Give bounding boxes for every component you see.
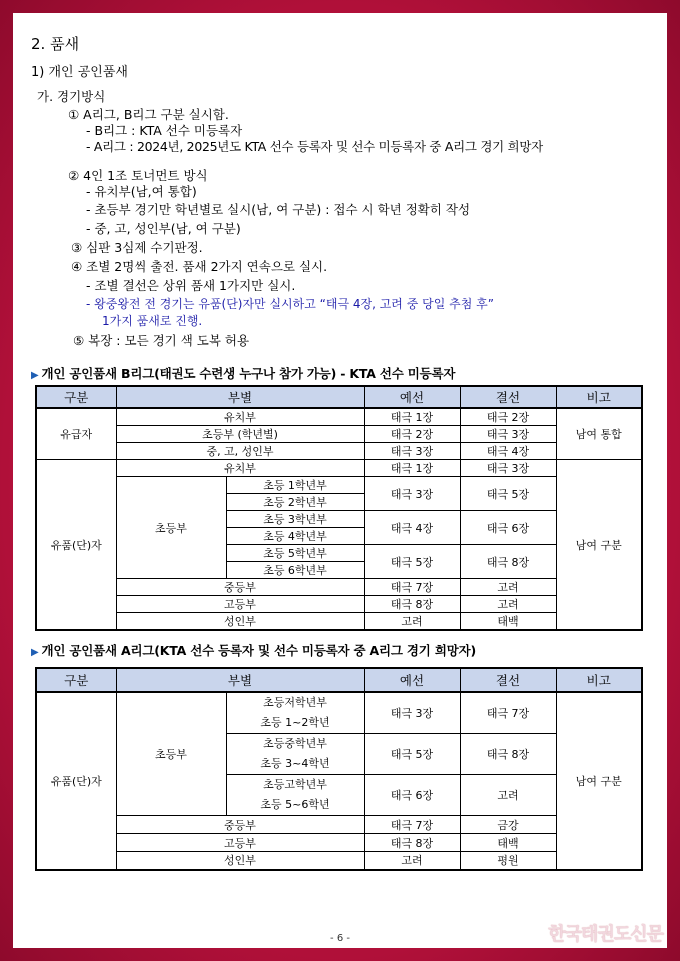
page-number: - 6 - xyxy=(330,933,350,944)
prelim-cell: 고려 xyxy=(364,613,460,631)
prelim-cell: 태극 3장 xyxy=(364,477,460,511)
division-cell: 중, 고, 성인부 xyxy=(116,443,364,460)
rule-3: ③ 심판 3심제 수기판정. xyxy=(71,240,203,255)
col-header: 비고 xyxy=(556,386,642,408)
final-cell: 태극 5장 xyxy=(460,477,556,511)
col-header: 부별 xyxy=(116,386,364,408)
grade-cell: 초등 1학년부 xyxy=(226,477,364,494)
rule-1: ① A리그, B리그 구분 실시함. xyxy=(68,107,229,122)
rule-2c: - 중, 고, 성인부(남, 여 구분) xyxy=(86,221,241,236)
group-cell: 유품(단)자 xyxy=(36,692,116,870)
rule-2: ② 4인 1조 토너먼트 방식 xyxy=(68,168,208,183)
division-cell: 유치부 xyxy=(116,408,364,426)
final-cell: 태백 xyxy=(460,613,556,631)
table-a xyxy=(35,667,643,871)
col-header: 비고 xyxy=(556,668,642,692)
final-cell: 고려 xyxy=(460,579,556,596)
grade-cell: 초등 3학년부 xyxy=(226,511,364,528)
table-b xyxy=(35,385,643,631)
subsection-heading: 1) 개인 공인품새 xyxy=(31,65,128,80)
division-cell: 초등부 xyxy=(116,477,226,579)
section-heading: 2. 품새 xyxy=(31,35,80,53)
grade-name: 초등고학년부 xyxy=(263,778,327,791)
col-header: 결선 xyxy=(460,386,556,408)
prelim-cell: 태극 8장 xyxy=(364,596,460,613)
triangle-bullet-icon: ▶ xyxy=(31,370,39,381)
grade-name: 초등저학년부 xyxy=(263,696,327,709)
final-cell: 태극 3장 xyxy=(460,460,556,477)
final-cell: 태백 xyxy=(460,834,556,852)
triangle-bullet-icon: ▶ xyxy=(31,647,39,658)
grade-cell xyxy=(226,775,364,816)
final-cell: 태극 8장 xyxy=(460,545,556,579)
final-cell: 태극 4장 xyxy=(460,443,556,460)
table-a-title-text: 개인 공인품새 A리그(KTA 선수 등록자 및 선수 미등록자 중 A리그 경기 희망자) xyxy=(41,643,476,658)
rule-2b: - 초등부 경기만 학년별로 실시(남, 여 구분) : 접수 시 학년 정확히 작성 xyxy=(86,202,471,217)
prelim-cell: 태극 7장 xyxy=(364,579,460,596)
note-cell: 남여 통합 xyxy=(556,408,642,460)
grade-name: 초등중학년부 xyxy=(263,737,327,750)
prelim-cell: 태극 3장 xyxy=(364,692,460,734)
prelim-cell: 태극 2장 xyxy=(364,426,460,443)
final-cell: 태극 7장 xyxy=(460,692,556,734)
col-header: 구분 xyxy=(36,668,116,692)
note-cell: 남여 구분 xyxy=(556,460,642,631)
rule-4b-cont: 1가지 품새로 진행. xyxy=(102,314,203,328)
group-cell: 유급자 xyxy=(36,408,116,460)
rule-1b: - A리그 : 2024년, 2025년도 KTA 선수 등록자 및 선수 미등록자 중 A리그 경기 희망자 xyxy=(86,139,543,154)
grade-cell: 초등 6학년부 xyxy=(226,562,364,579)
final-cell: 태극 8장 xyxy=(460,734,556,775)
final-cell: 태극 2장 xyxy=(460,408,556,426)
rule-5: ⑤ 복장 : 모든 경기 색 도복 허용 xyxy=(73,333,250,348)
division-cell: 고등부 xyxy=(116,834,364,852)
final-cell: 평원 xyxy=(460,852,556,870)
col-header: 결선 xyxy=(460,668,556,692)
prelim-cell: 태극 1장 xyxy=(364,460,460,477)
division-cell: 중등부 xyxy=(116,579,364,596)
col-header: 예선 xyxy=(364,668,460,692)
grade-range: 초등 1~2학년 xyxy=(260,716,330,729)
final-cell: 태극 3장 xyxy=(460,426,556,443)
grade-range: 초등 5~6학년 xyxy=(260,798,330,811)
final-cell: 금강 xyxy=(460,816,556,834)
col-header: 부별 xyxy=(116,668,364,692)
final-cell: 태극 6장 xyxy=(460,511,556,545)
division-cell: 고등부 xyxy=(116,596,364,613)
col-header: 예선 xyxy=(364,386,460,408)
item-heading: 가. 경기방식 xyxy=(37,89,106,104)
division-cell: 중등부 xyxy=(116,816,364,834)
grade-cell: 초등 2학년부 xyxy=(226,494,364,511)
table-b-title-text: 개인 공인품새 B리그(태권도 수련생 누구나 참가 가능) - KTA 선수 미등록자 xyxy=(41,366,456,381)
prelim-cell: 태극 1장 xyxy=(364,408,460,426)
division-cell: 초등부 xyxy=(116,692,226,816)
prelim-cell: 태극 3장 xyxy=(364,443,460,460)
prelim-cell: 태극 5장 xyxy=(364,545,460,579)
prelim-cell: 고려 xyxy=(364,852,460,870)
table-b-title xyxy=(31,364,455,382)
grade-range: 초등 3~4학년 xyxy=(260,757,330,770)
col-header: 구분 xyxy=(36,386,116,408)
final-cell: 고려 xyxy=(460,775,556,816)
division-cell: 초등부 (학년별) xyxy=(116,426,364,443)
final-cell: 고려 xyxy=(460,596,556,613)
document-page xyxy=(13,13,667,948)
grade-cell: 초등 4학년부 xyxy=(226,528,364,545)
prelim-cell: 태극 4장 xyxy=(364,511,460,545)
rule-4: ④ 조별 2명씩 출전. 품새 2가지 연속으로 실시. xyxy=(71,259,328,274)
grade-cell: 초등 5학년부 xyxy=(226,545,364,562)
group-cell: 유품(단)자 xyxy=(36,460,116,631)
division-cell: 성인부 xyxy=(116,852,364,870)
watermark: 한국태권도신문 xyxy=(548,924,663,945)
rule-4b: - 왕중왕전 전 경기는 유품(단)자만 실시하고 “태극 4장, 고려 중 당일 추첨 후” xyxy=(86,297,494,311)
prelim-cell: 태극 7장 xyxy=(364,816,460,834)
note-cell: 남여 구분 xyxy=(556,692,642,870)
rule-2a: - 유치부(남,여 통합) xyxy=(86,184,197,199)
prelim-cell: 태극 5장 xyxy=(364,734,460,775)
grade-cell xyxy=(226,692,364,734)
rule-4a: - 조별 결선은 상위 품새 1가지만 실시. xyxy=(86,278,296,293)
table-a-title xyxy=(31,641,476,659)
prelim-cell: 태극 8장 xyxy=(364,834,460,852)
division-cell: 성인부 xyxy=(116,613,364,631)
rule-1a: - B리그 : KTA 선수 미등록자 xyxy=(86,123,243,138)
prelim-cell: 태극 6장 xyxy=(364,775,460,816)
grade-cell xyxy=(226,734,364,775)
division-cell: 유치부 xyxy=(116,460,364,477)
